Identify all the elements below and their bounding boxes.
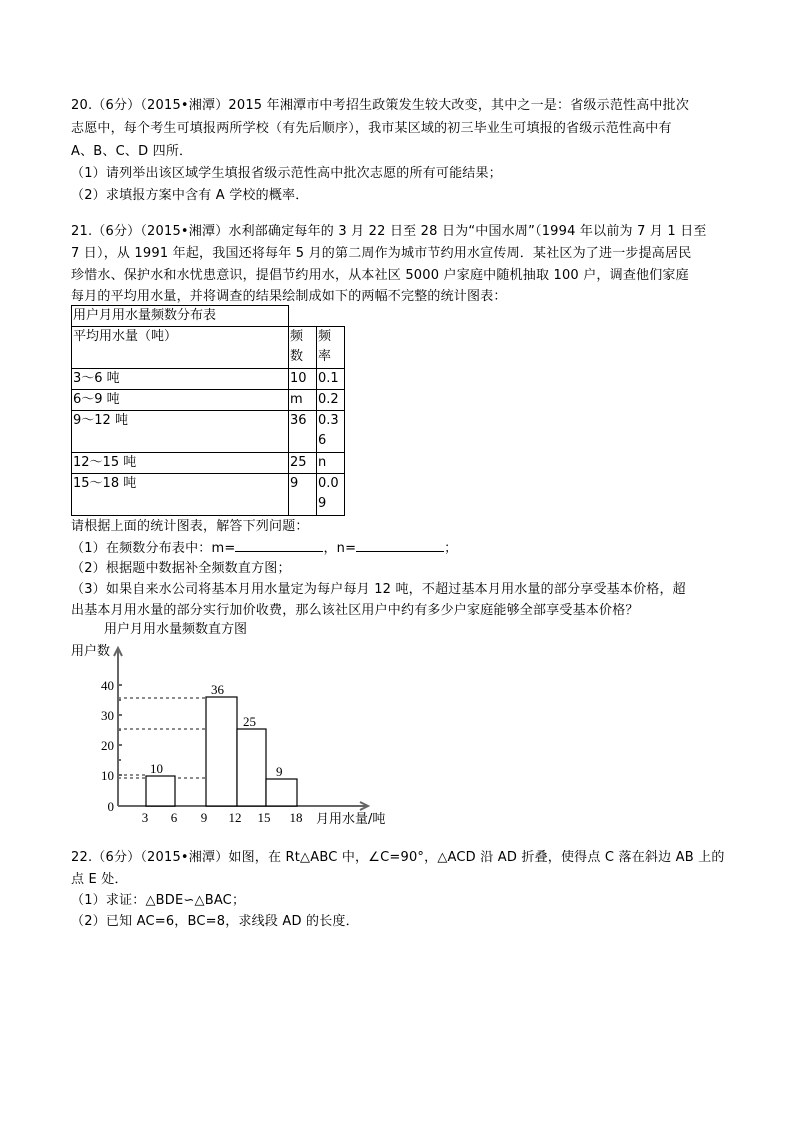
q21-instruction: 请根据上面的统计图表，解答下列问题： [71, 519, 309, 534]
bar-label: 25 [243, 714, 256, 729]
cell-range: 6～9 吨 [72, 390, 289, 411]
x-tick: 18 [289, 810, 303, 825]
x-axis-label: 月用水量/吨 [316, 812, 386, 827]
q20-sub-1: （1）请列举出该区域学生填报省级示范性高中批次志愿的所有可能结果； [71, 166, 502, 181]
chart-title: 用户月用水量频数直方图 [104, 622, 248, 637]
cell-rate: n [317, 453, 345, 474]
sub1-mid: ，n= [323, 541, 357, 556]
bar-15-18 [266, 779, 297, 806]
q20-sub-2: （2）求填报方案中含有 A 学校的概率． [71, 188, 309, 203]
cell-rate: 0.2 [317, 390, 345, 411]
q21-sub-2: （2）根据题中数据补全频数直方图； [71, 561, 291, 576]
q22-sub-2: （2）已知 AC=6，BC=8，求线段 AD 的长度． [71, 914, 359, 929]
y-axis-label: 用户数 [71, 644, 111, 659]
y-tick: 10 [101, 768, 114, 783]
q21-sub-3-line-2: 出基本月用水量的部分实行加价收费，那么该社区用户中约有多少户家庭能够全部享受基本价格？ [71, 603, 639, 618]
cell-count: 9 [289, 474, 317, 516]
cell-count: 25 [289, 453, 317, 474]
x-tick: 15 [257, 810, 271, 825]
bars [146, 697, 297, 806]
y-tick: 20 [101, 738, 114, 753]
cell-rate: 0.09 [317, 474, 345, 516]
y-tick: 40 [101, 678, 114, 693]
cell-range: 9～12 吨 [72, 411, 289, 453]
bar-label: 36 [211, 682, 224, 697]
q20-line-3: A、B、C、D 四所． [71, 144, 193, 159]
q21-line-4: 每月的平均用水量，并将调查的结果绘制成如下的两幅不完整的统计图表： [71, 289, 507, 304]
y-tick: 0 [107, 799, 114, 814]
q21-line-2: 7 日），从 1991 年起，我国还将每年 5 月的第二周作为城市节约用水宣传周．某社区为了进一步提高居民 [71, 246, 692, 261]
sub1-prefix: （1）在频数分布表中：m= [71, 541, 236, 556]
q20-line-1: 20.（6分）（2015•湘潭）2015 年湘潭市中考招生政策发生较大改变，其中之一是：省级示范性高中批次 [71, 98, 690, 113]
cell-range: 3～6 吨 [72, 369, 289, 390]
bar-label: 9 [276, 764, 283, 779]
bar-12-15 [237, 729, 266, 806]
bar-label: 10 [150, 761, 163, 776]
bar-9-12 [206, 697, 237, 806]
header-frequency-count: 频数 [289, 327, 317, 369]
q21-sub-3-line-1: （3）如果自来水公司将基本月用水量定为每户每月 12 吨，不超过基本月用水量的部分享受基本价格，超 [71, 582, 686, 597]
cell-count: 10 [289, 369, 317, 390]
x-tick: 3 [141, 810, 149, 825]
bar-3-6 [146, 776, 175, 806]
q22-line-1: 22.（6分）（2015•湘潭）如图，在 Rt△ABC 中，∠C=90°，△ACD 沿 AD 折叠，使得点 C 落在斜边 AB 上的 [71, 850, 725, 865]
q22-sub-1: （1）求证：△BDE∽△BAC； [71, 893, 246, 908]
table-caption: 用户月用水量频数分布表 [72, 306, 289, 327]
x-tick: 9 [200, 810, 208, 825]
q21-line-1: 21.（6分）（2015•湘潭）水利部确定每年的 3 月 22 日至 28 日为“中国水周”（1994 年以前为 7 月 1 日至 [71, 224, 707, 239]
header-frequency-rate: 频率 [317, 327, 345, 369]
header-water-usage: 平均用水量（吨） [72, 327, 289, 369]
cell-rate: 0.1 [317, 369, 345, 390]
y-tick: 30 [101, 708, 114, 723]
x-tick: 12 [228, 810, 242, 825]
cell-count: m [289, 390, 317, 411]
cell-range: 15～18 吨 [72, 474, 289, 516]
x-tick: 6 [170, 810, 178, 825]
q22-line-2: 点 E 处． [71, 872, 128, 887]
cell-range: 12～15 吨 [72, 453, 289, 474]
sub1-suffix: ； [444, 541, 458, 556]
cell-count: 36 [289, 411, 317, 453]
q20-line-2: 志愿中，每个考生可填报两所学校（有先后顺序），我市某区域的初三毕业生可填报的省级示范性高中有 [71, 121, 672, 136]
cell-rate: 0.36 [317, 411, 345, 453]
q21-line-3: 珍惜水、保护水和水忧患意识，提倡节约用水，从本社区 5000 户家庭中随机抽取 100 户，调查他们家庭 [71, 268, 689, 283]
